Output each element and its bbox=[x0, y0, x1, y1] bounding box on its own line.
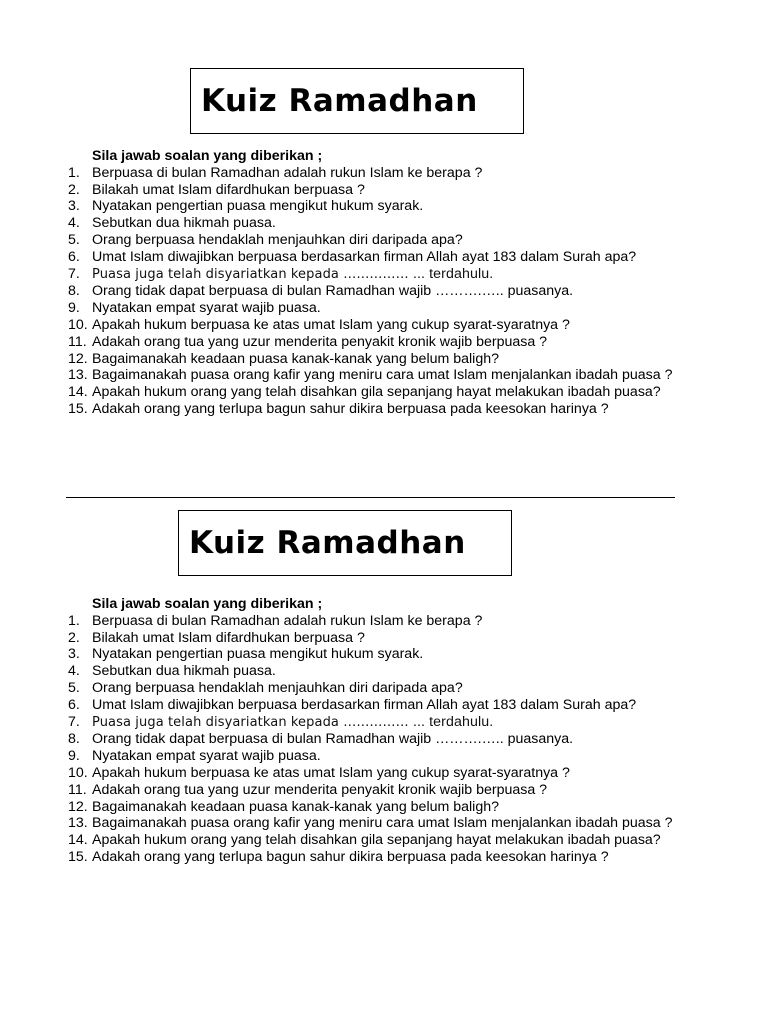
question-text: Berpuasa di bulan Ramadhan adalah rukun Islam ke berapa ? bbox=[92, 612, 483, 629]
question-item bbox=[68, 731, 708, 748]
question-text: Adakah orang tua yang uzur menderita penyakit kronik wajib berpuasa ? bbox=[92, 781, 548, 798]
question-number: 1. bbox=[68, 164, 80, 181]
question-number: 14. bbox=[68, 384, 88, 401]
question-number: 3. bbox=[68, 198, 80, 215]
quiz-body bbox=[68, 148, 708, 418]
question-text: Bilakah umat Islam difardhukan berpuasa ? bbox=[92, 181, 365, 198]
question-item bbox=[68, 782, 708, 799]
question-item bbox=[68, 334, 708, 351]
question-item bbox=[68, 849, 708, 866]
question-item bbox=[68, 613, 708, 630]
question-text: Orang berpuasa hendaklah menjauhkan diri daripada apa? bbox=[92, 231, 463, 248]
quiz-instruction: Sila jawab soalan yang diberikan ; bbox=[92, 148, 323, 164]
quiz-title-box bbox=[190, 68, 524, 134]
question-item bbox=[68, 384, 708, 401]
question-item bbox=[68, 215, 708, 232]
question-item bbox=[68, 697, 708, 714]
cut-line-divider bbox=[66, 497, 675, 498]
question-item bbox=[68, 266, 708, 284]
question-item bbox=[68, 300, 708, 317]
quiz-title: Kuiz Ramadhan bbox=[201, 83, 478, 119]
question-text: Orang tidak dapat berpuasa di bulan Ramadhan wajib ……….….. puasanya. bbox=[92, 731, 574, 748]
question-text: Umat Islam diwajibkan berpuasa berdasarkan firman Allah ayat 183 dalam Surah apa? bbox=[92, 696, 637, 713]
quiz-title-box bbox=[178, 510, 512, 576]
question-number: 13. bbox=[68, 367, 88, 384]
question-number: 6. bbox=[68, 696, 80, 713]
question-item bbox=[68, 182, 708, 199]
question-number: 4. bbox=[68, 663, 80, 680]
question-text: Bagaimanakah puasa orang kafir yang meniru cara umat Islam menjalankan ibadah puasa ? bbox=[92, 367, 673, 384]
question-number: 4. bbox=[68, 215, 80, 232]
question-number: 1. bbox=[68, 612, 80, 629]
question-number: 10. bbox=[68, 316, 88, 333]
question-number: 3. bbox=[68, 646, 80, 663]
question-item bbox=[68, 351, 708, 368]
question-item bbox=[68, 765, 708, 782]
question-list bbox=[68, 165, 708, 418]
question-list bbox=[68, 613, 708, 866]
question-text: Orang tidak dapat berpuasa di bulan Ramadhan wajib ……….….. puasanya. bbox=[92, 283, 574, 300]
question-item bbox=[68, 748, 708, 765]
question-number: 6. bbox=[68, 248, 80, 265]
question-text: Apakah hukum berpuasa ke atas umat Islam yang cukup syarat-syaratnya ? bbox=[92, 316, 570, 333]
question-number: 8. bbox=[68, 283, 80, 300]
quiz-title: Kuiz Ramadhan bbox=[189, 525, 466, 561]
question-text: Sebutkan dua hikmah puasa. bbox=[92, 663, 276, 680]
question-item bbox=[68, 317, 708, 334]
question-number: 9. bbox=[68, 300, 80, 317]
question-item bbox=[68, 680, 708, 697]
question-item bbox=[68, 630, 708, 647]
question-text: Bagaimanakah keadaan puasa kanak-kanak yang belum baligh? bbox=[92, 798, 499, 815]
question-text: Adakah orang yang terlupa bagun sahur dikira berpuasa pada keesokan harinya ? bbox=[92, 400, 609, 417]
question-number: 7. bbox=[68, 713, 80, 730]
question-number: 12. bbox=[68, 798, 88, 815]
question-number: 15. bbox=[68, 400, 88, 417]
question-number: 10. bbox=[68, 764, 88, 781]
question-item bbox=[68, 815, 708, 832]
question-number: 2. bbox=[68, 629, 80, 646]
question-text: Adakah orang yang terlupa bagun sahur dikira berpuasa pada keesokan harinya ? bbox=[92, 848, 609, 865]
question-number: 2. bbox=[68, 181, 80, 198]
question-text: Nyatakan empat syarat wajib puasa. bbox=[92, 748, 321, 765]
question-text: Apakah hukum orang yang telah disahkan gila sepanjang hayat melakukan ibadah puasa? bbox=[92, 384, 661, 401]
question-text: Apakah hukum berpuasa ke atas umat Islam yang cukup syarat-syaratnya ? bbox=[92, 764, 570, 781]
question-number: 15. bbox=[68, 848, 88, 865]
question-text: Sebutkan dua hikmah puasa. bbox=[92, 215, 276, 232]
question-number: 8. bbox=[68, 731, 80, 748]
question-text: Puasa juga telah disyariatkan kepada …………… bbox=[92, 266, 409, 282]
question-text: Bilakah umat Islam difardhukan berpuasa ? bbox=[92, 629, 365, 646]
question-item bbox=[68, 283, 708, 300]
question-text: Puasa juga telah disyariatkan kepada …………… bbox=[92, 714, 409, 730]
question-text: Adakah orang tua yang uzur menderita penyakit kronik wajib berpuasa ? bbox=[92, 333, 548, 350]
question-text-wrap bbox=[92, 714, 708, 732]
question-item bbox=[68, 232, 708, 249]
question-number: 9. bbox=[68, 748, 80, 765]
question-item bbox=[68, 165, 708, 182]
question-number: 11. bbox=[68, 333, 87, 350]
question-item bbox=[68, 832, 708, 849]
quiz-body bbox=[68, 596, 708, 866]
question-text: Bagaimanakah puasa orang kafir yang meniru cara umat Islam menjalankan ibadah puasa ? bbox=[92, 815, 673, 832]
question-item bbox=[68, 198, 708, 215]
question-item bbox=[68, 401, 708, 418]
question-text: Orang berpuasa hendaklah menjauhkan diri daripada apa? bbox=[92, 679, 463, 696]
question-number: 11. bbox=[68, 781, 87, 798]
question-number: 5. bbox=[68, 231, 80, 248]
question-item bbox=[68, 249, 708, 266]
question-text: Bagaimanakah keadaan puasa kanak-kanak yang belum baligh? bbox=[92, 350, 499, 367]
question-item bbox=[68, 714, 708, 732]
question-number: 14. bbox=[68, 832, 88, 849]
question-text: Nyatakan empat syarat wajib puasa. bbox=[92, 300, 321, 317]
question-text-tail: ... terdahulu. bbox=[412, 713, 494, 730]
question-item bbox=[68, 799, 708, 816]
question-text: Berpuasa di bulan Ramadhan adalah rukun Islam ke berapa ? bbox=[92, 164, 483, 181]
question-text: Nyatakan pengertian puasa mengikut hukum syarak. bbox=[92, 646, 424, 663]
question-item bbox=[68, 663, 708, 680]
question-number: 5. bbox=[68, 679, 80, 696]
question-number: 7. bbox=[68, 265, 80, 282]
question-item bbox=[68, 646, 708, 663]
question-text: Umat Islam diwajibkan berpuasa berdasarkan firman Allah ayat 183 dalam Surah apa? bbox=[92, 248, 637, 265]
question-text: Apakah hukum orang yang telah disahkan gila sepanjang hayat melakukan ibadah puasa? bbox=[92, 832, 661, 849]
quiz-instruction: Sila jawab soalan yang diberikan ; bbox=[92, 596, 323, 612]
question-text-tail: ... terdahulu. bbox=[412, 265, 494, 282]
question-text: Nyatakan pengertian puasa mengikut hukum syarak. bbox=[92, 198, 424, 215]
question-number: 13. bbox=[68, 815, 88, 832]
question-number: 12. bbox=[68, 350, 88, 367]
question-text-wrap bbox=[92, 266, 708, 284]
question-item bbox=[68, 367, 708, 384]
